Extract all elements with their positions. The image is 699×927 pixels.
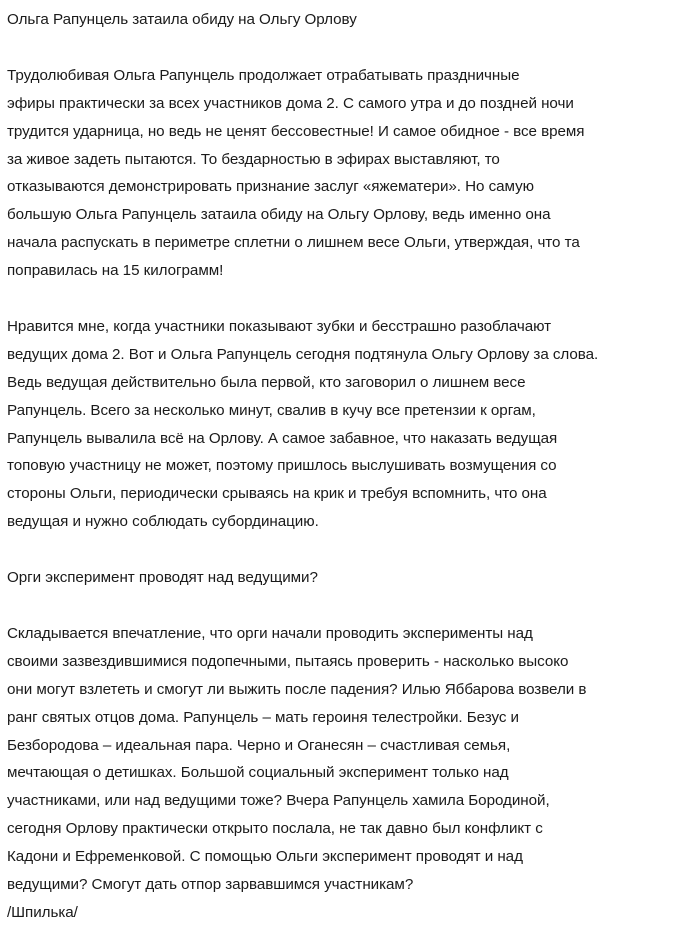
text-line: трудится ударница, но ведь не ценят бессовестные! И самое обидное - все время xyxy=(7,122,585,140)
text-line: Безбородова – идеальная пара. Черно и Оганесян – счастливая семья, xyxy=(7,736,511,754)
text-line: Нравится мне, когда участники показывают зубки и бесстрашно разоблачают xyxy=(7,317,552,335)
text-line: Рапунцель вывалила всё на Орлову. А самое забавное, что наказать ведущая xyxy=(7,429,558,447)
title-gap-spacer xyxy=(7,34,695,62)
text-line: за живое задеть пытаются. То бездарностью в эфирах выставляют, то xyxy=(7,150,500,168)
text-line: ведущих дома 2. Вот и Ольга Рапунцель сегодня подтянула Ольгу Орлову за слова. xyxy=(7,345,599,363)
paragraph-gap-spacer xyxy=(7,592,695,620)
text-line: стороны Ольги, периодически срываясь на крик и требуя вспомнить, что она xyxy=(7,485,547,503)
paragraph-gap-spacer xyxy=(7,536,695,564)
text-line: поправилась на 15 килограмм! xyxy=(7,262,224,280)
text-line: Трудолюбивая Ольга Рапунцель продолжает отрабатывать праздничные xyxy=(7,66,520,84)
text-line: начала распускать в периметре сплетни о лишнем весе Ольги, утверждая, что та xyxy=(7,234,580,252)
article-title: Ольга Рапунцель затаила обиду на Ольгу Орлову xyxy=(7,11,357,28)
text-line: эфиры практически за всех участников дома 2. С самого утра и до поздней ночи xyxy=(7,94,574,112)
text-line: Кадони и Ефременковой. С помощью Ольги эксперимент проводят и над xyxy=(7,848,523,866)
paragraph-gap-spacer xyxy=(7,285,695,313)
text-line: сегодня Орлову практически открыто послала, не так давно был конфликт с xyxy=(7,820,543,838)
text-line: топовую участницу не может, поэтому пришлось выслушивать возмущения со xyxy=(7,457,557,475)
text-line: Складывается впечатление, что орги начали проводить эксперименты над xyxy=(7,624,533,642)
article-paragraph xyxy=(7,620,695,927)
text-line: ранг святых отцов дома. Рапунцель – мать героиня телестройки. Безус и xyxy=(7,708,519,726)
text-line: своими зазвездившимися подопечными, пытаясь проверить - насколько высоко xyxy=(7,652,569,670)
text-line: Ведь ведущая действительно была первой, кто заговорил о лишнем весе xyxy=(7,373,526,391)
article-paragraph xyxy=(7,313,695,536)
text-line: ведущими? Смогут дать отпор зарвавшимся участникам? xyxy=(7,876,414,894)
text-line: /Шпилька/ xyxy=(7,903,78,921)
text-line: мечтающая о детишках. Большой социальный эксперимент только над xyxy=(7,764,509,782)
article-paragraph xyxy=(7,62,695,285)
article-body xyxy=(0,6,699,927)
text-line: ведущая и нужно соблюдать субординацию. xyxy=(7,513,319,531)
text-line: участниками, или над ведущими тоже? Вчера Рапунцель хамила Бородиной, xyxy=(7,792,550,810)
text-line: они могут взлететь и смогут ли выжить после падения? Илью Яббарова возвели в xyxy=(7,680,587,698)
article-blocks-container xyxy=(7,62,695,927)
article-subheading xyxy=(7,564,695,592)
text-line: отказываются демонстрировать признание заслуг «яжематери». Но самую xyxy=(7,178,534,196)
text-line: Орги эксперимент проводят над ведущими? xyxy=(7,569,318,587)
text-line: большую Ольга Рапунцель затаила обиду на Ольгу Орлову, ведь именно она xyxy=(7,206,551,224)
text-line: Рапунцель. Всего за несколько минут, свалив в кучу все претензии к оргам, xyxy=(7,401,536,419)
